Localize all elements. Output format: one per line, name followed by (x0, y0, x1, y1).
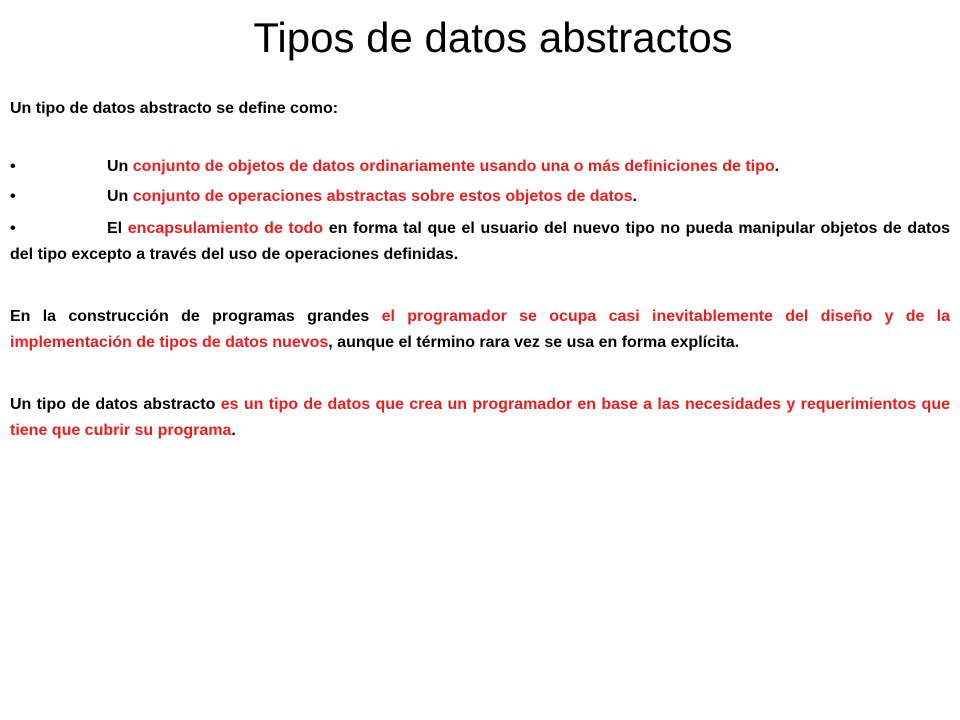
paragraph-2-tail: , aunque el término rara vez se usa en forma explícita. (328, 334, 740, 351)
slide-title: Tipos de datos abstractos (253, 14, 733, 61)
bullet-2-tail: . (632, 188, 637, 205)
paragraph-3-lead: Un tipo de datos abstracto (10, 396, 221, 413)
bullet-2-lead: Un (107, 188, 133, 205)
paragraph-2-emphasis: el programador se ocupa casi inevitablemente del diseño y de la implementación de tipos de datos nuevos (10, 308, 951, 351)
bullet-3-lead: El (107, 220, 128, 237)
paragraph-3-tail: . (231, 422, 236, 439)
bullet-3-emphasis: encapsulamiento de todo (127, 220, 324, 237)
bullet-icon: • (10, 220, 16, 237)
bullet-2-emphasis: conjunto de operaciones abstractas sobre estos objetos de datos (132, 188, 633, 205)
bullet-3-tail: en forma tal que el usuario del nuevo tipo no pueda manipular objetos de datos del tipo excepto a través del uso de operaciones definidas. (10, 220, 951, 263)
bullet-1-lead: Un (107, 158, 133, 175)
paragraph-2-lead: En la construcción de programas grandes (10, 308, 382, 325)
paragraph-definition (10, 392, 950, 444)
bullet-icon: • (10, 188, 16, 205)
paragraph-3-emphasis: es un tipo de datos que crea un programador en base a las necesidades y requerimientos que tiene que cubrir su programa (10, 396, 950, 439)
bullet-item-1 (10, 154, 950, 180)
bullet-item-2 (10, 184, 950, 210)
intro-text: Un tipo de datos abstracto se define como: (10, 100, 339, 117)
paragraph-construction (10, 304, 950, 356)
bullet-1-emphasis: conjunto de objetos de datos ordinariamente usando una o más definiciones de tipo (132, 158, 775, 175)
bullet-1-tail: . (774, 158, 780, 175)
bullet-icon: • (10, 158, 16, 175)
bullet-item-3 (10, 216, 950, 268)
